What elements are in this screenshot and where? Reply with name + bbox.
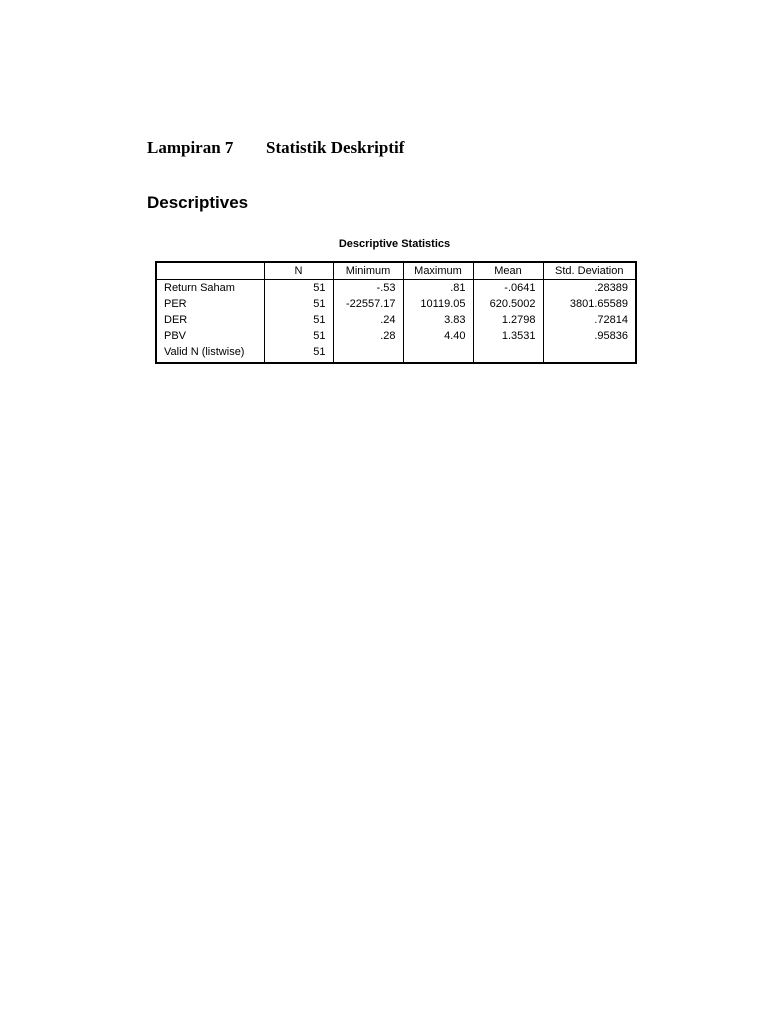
cell-n: 51	[264, 280, 333, 297]
cell-std-deviation: .72814	[543, 312, 636, 328]
table-row	[156, 344, 636, 363]
appendix-number: Lampiran 7	[147, 138, 234, 157]
column-header-std-deviation: Std. Deviation	[543, 262, 636, 280]
cell-maximum: 10119.05	[403, 296, 473, 312]
row-label: PBV	[156, 328, 264, 344]
cell-n: 51	[264, 296, 333, 312]
cell-maximum: 4.40	[403, 328, 473, 344]
row-label: Valid N (listwise)	[156, 344, 264, 363]
cell-maximum: 3.83	[403, 312, 473, 328]
cell-std-deviation: .95836	[543, 328, 636, 344]
column-header-maximum: Maximum	[403, 262, 473, 280]
cell-mean: 1.2798	[473, 312, 543, 328]
column-header-n: N	[264, 262, 333, 280]
cell-minimum: .28	[333, 328, 403, 344]
row-label: DER	[156, 312, 264, 328]
cell-std-deviation: .28389	[543, 280, 636, 297]
cell-n: 51	[264, 312, 333, 328]
cell-n: 51	[264, 344, 333, 363]
table-row	[156, 328, 636, 344]
cell-std-deviation	[543, 344, 636, 363]
table-header-row	[156, 262, 636, 280]
cell-mean: 620.5002	[473, 296, 543, 312]
cell-mean: 1.3531	[473, 328, 543, 344]
column-header-mean: Mean	[473, 262, 543, 280]
cell-minimum: -22557.17	[333, 296, 403, 312]
cell-mean	[473, 344, 543, 363]
cell-std-deviation: 3801.65589	[543, 296, 636, 312]
column-header-minimum: Minimum	[333, 262, 403, 280]
descriptive-statistics-table	[155, 261, 637, 364]
table-title: Descriptive Statistics	[338, 238, 451, 250]
cell-maximum: .81	[403, 280, 473, 297]
cell-minimum	[333, 344, 403, 363]
cell-minimum: -.53	[333, 280, 403, 297]
row-label: PER	[156, 296, 264, 312]
cell-maximum	[403, 344, 473, 363]
table-row	[156, 296, 636, 312]
cell-minimum: .24	[333, 312, 403, 328]
section-title: Descriptives	[147, 193, 249, 212]
header-corner-cell	[156, 262, 264, 280]
cell-n: 51	[264, 328, 333, 344]
appendix-subject: Statistik Deskriptif	[266, 138, 405, 157]
table-row	[156, 312, 636, 328]
table-row	[156, 280, 636, 297]
cell-mean: -.0641	[473, 280, 543, 297]
row-label: Return Saham	[156, 280, 264, 297]
